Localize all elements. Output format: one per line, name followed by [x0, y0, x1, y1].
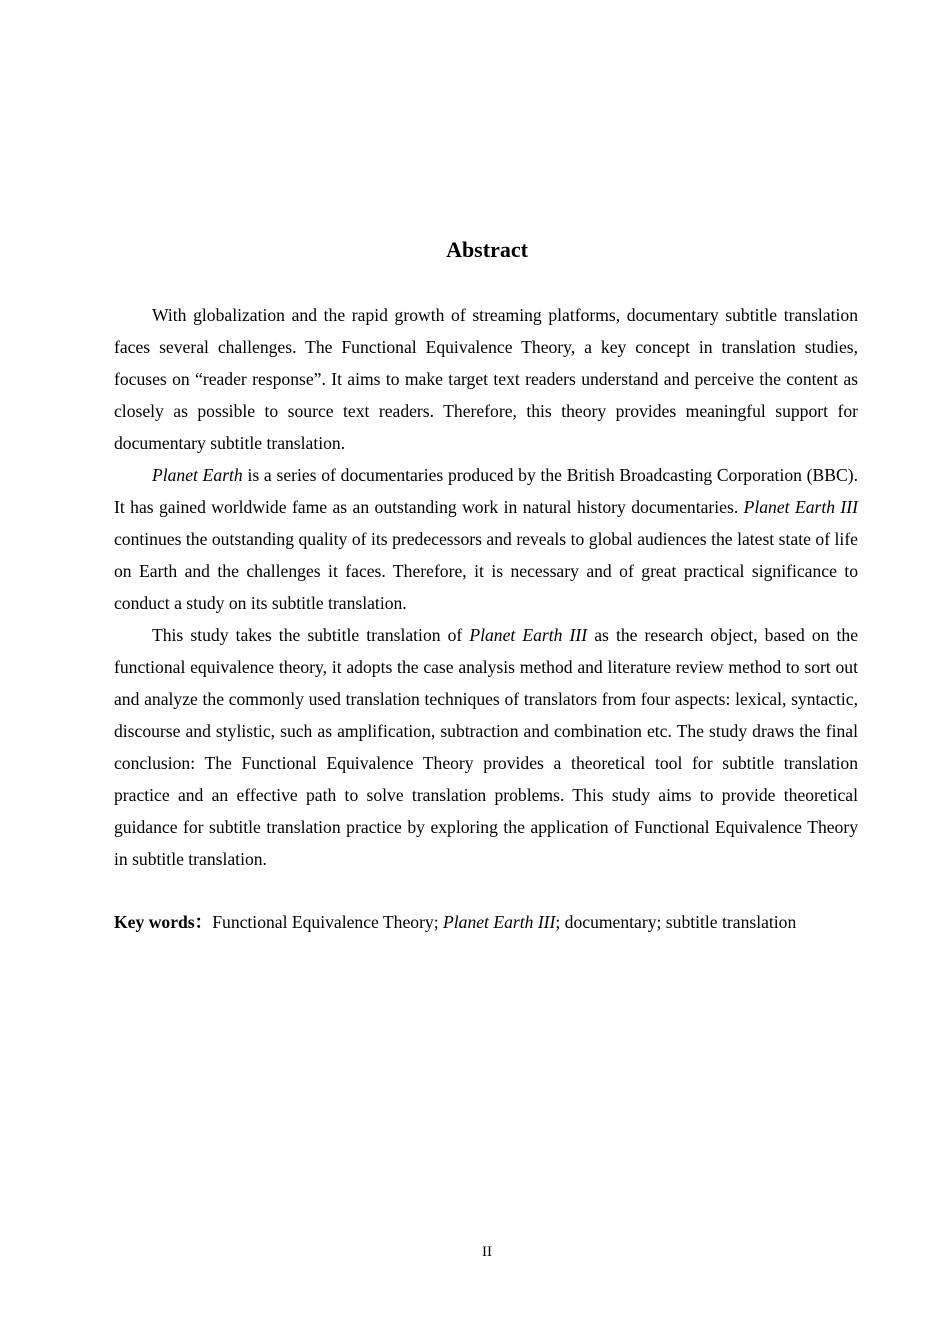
abstract-title: Abstract: [446, 237, 528, 262]
paragraph-text: With globalization and the rapid growth of streaming platforms, documentary subtitle translation faces several challenges. The Functional Equivalence Theory, a key concept in translation studies, focuses on “reader response”. It aims to make target text readers understand and perceive the content as closely as possible to source text readers. Therefore, this theory provides meaningful support for documentary subtitle translation.: [114, 305, 858, 453]
keywords-title-reference: Planet Earth III: [443, 912, 556, 932]
paragraph-text: This study takes the subtitle translation of: [152, 625, 470, 645]
paragraph-title-reference: Planet Earth III: [469, 625, 588, 645]
paragraph-text: is a series of documentaries produced by the British Broadcasting Corporation (BBC). It has gained worldwide fame as an outstanding work in natural history documentaries.: [114, 465, 858, 517]
keywords-label: Key words：: [114, 912, 213, 932]
keywords-text: ; documentary; subtitle translation: [555, 912, 797, 932]
paragraph-text: continues the outstanding quality of its predecessors and reveals to global audiences the latest state of life on Earth and the challenges it faces. Therefore, it is necessary and of great practical significance to conduct a study on its subtitle translation.: [114, 529, 858, 613]
abstract-paragraph: [114, 299, 858, 459]
paragraph-title-reference: Planet Earth: [152, 465, 243, 485]
abstract-paragraph: [114, 459, 858, 619]
page-number: II: [482, 1244, 492, 1260]
paragraph-text: as the research object, based on the functional equivalence theory, it adopts the case analysis method and literature review method to sort out and analyze the commonly used translation techniques of translators from four aspects: lexical, syntactic, discourse and stylistic, such as amplification, subtraction and combination etc. The study draws the final conclusion: The Functional Equivalence Theory provides a theoretical tool for subtitle translation practice and an effective path to solve translation problems. This study aims to provide theoretical guidance for subtitle translation practice by exploring the application of Functional Equivalence Theory in subtitle translation.: [114, 625, 858, 869]
paragraph-title-reference: Planet Earth III: [743, 497, 859, 517]
abstract-body: [114, 299, 858, 875]
abstract-paragraph: [114, 619, 858, 875]
keywords-line: [114, 906, 874, 938]
keywords-text: Functional Equivalence Theory;: [212, 912, 444, 932]
